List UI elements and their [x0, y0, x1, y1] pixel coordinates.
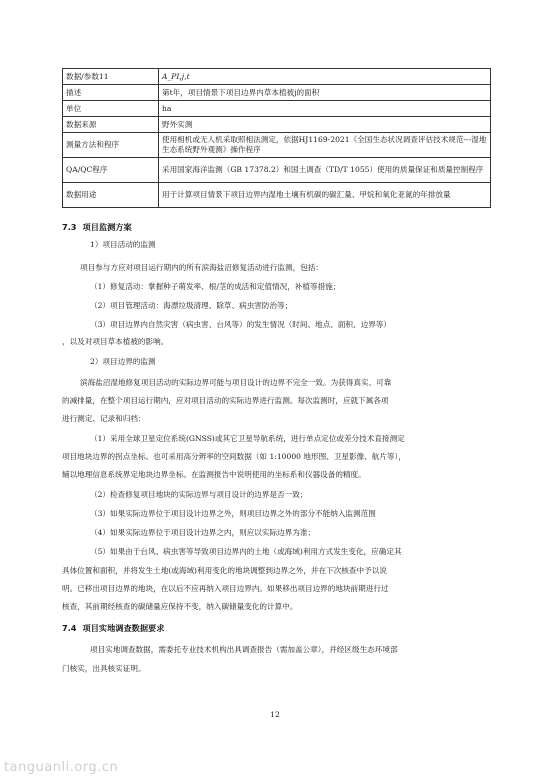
- parameter-table: [62, 68, 491, 208]
- paragraph-line: ，以及对项目草本植被的影响。: [62, 337, 169, 346]
- paragraph-line: 项目地块边界的拐点坐标。也可采用高分辨率的空间数据（如 1:10000 地形图、卫星影像、航片等），: [62, 452, 406, 461]
- param-key: 测量方法和程序: [63, 133, 159, 158]
- list-item: （3）如果实际边界位于项目设计边界之外，则项目边界之外的部分不能纳入监测范围: [90, 509, 376, 518]
- list-item: （1）修复活动：掌握种子萌发率、根/茎的成活和定值情况，补植等措施；: [90, 282, 341, 291]
- paragraph-line: 的减排量，在整个项目运行期内，应对项目活动的实际边界进行监测。每次监测时，应就下属各项: [62, 396, 389, 405]
- table-row: [63, 117, 491, 133]
- subheading: 2）项目边界的监测: [90, 357, 156, 366]
- table-row: [63, 158, 491, 183]
- page-number: 12: [270, 710, 280, 719]
- param-key: QA/QC程序: [63, 158, 159, 183]
- param-key: 数据来源: [63, 117, 159, 133]
- paragraph-line: 具体位置和面积，并将发生土地(或海域)利用变化的地块调整到边界之外，并在下次核查中予以说: [62, 566, 387, 575]
- param-value: 采用国家海洋监测（GB 17378.2）和国土调查（TD/T 1055）使用的质量保证和质量控制程序: [159, 158, 491, 183]
- paragraph-line: 项目实地调查数据，需委托专业技术机构出具调查报告（需加盖公章），并经区级生态环境部: [90, 645, 398, 654]
- paragraph-line: 辅以地理信息系统界定地块边界坐标。在监测报告中说明使用的坐标系和仪器设备的精度。: [62, 470, 366, 479]
- paragraph-line: 滨海盐沼湿地修复项目活动的实际边界可能与项目设计的边界不完全一致。为获得真实、可靠: [80, 378, 392, 387]
- param-value: ha: [159, 101, 491, 117]
- section-heading: [62, 623, 164, 634]
- section-title: 项目实地调查数据要求: [82, 623, 165, 633]
- watermark: tanguanli.org.cn: [4, 760, 119, 775]
- param-key: 描述: [63, 85, 159, 101]
- paragraph-line: 门核实，出具核实证明。: [62, 664, 146, 673]
- table-row: [63, 133, 491, 158]
- subheading: 1）项目活动的监测: [90, 240, 156, 249]
- param-value: 第t年，项目情景下项目边界内草本植被j的面积: [159, 85, 491, 101]
- param-value: 野外实测: [159, 117, 491, 133]
- table-row: [63, 85, 491, 101]
- paragraph-line: 进行测定、记录和归档：: [62, 414, 146, 423]
- section-title: 项目监测方案: [82, 222, 132, 232]
- table-row: [63, 183, 491, 208]
- paragraph-line: 项目参与方应对项目运行期内的所有滨海盐沼修复活动进行监测，包括：: [80, 263, 323, 272]
- list-item: （4）如果实际边界位于项目设计边界之内，则应以实际边界为准；: [90, 528, 316, 537]
- list-item: （5）如果由于台风、病虫害等导致项目边界内的土地（或海域)利用方式发生变化，应确定其: [90, 547, 402, 556]
- section-number: 7.4: [62, 623, 77, 633]
- param-value: 使用相机或无人机采取照相法测定，依据HJ1169-2021《全国生态状况调查评估技术规范---湿地生态系统野外观测》操作程序: [159, 133, 491, 158]
- list-item: （1）采用全球卫星定位系统(GNSS)或其它卫星导航系统，进行单点定位或差分技术直接测定: [90, 434, 405, 443]
- param-key: 单位: [63, 101, 159, 117]
- paragraph-line: 明。已移出项目边界的地块，在以后不应再纳入项目边界内。如果移出项目边界的地块前期进行过: [62, 584, 389, 593]
- section-number: 7.3: [62, 222, 77, 232]
- param-value: 用于计算项目情景下项目边界内湿地土壤有机碳的碳汇量、甲烷和氧化亚氮的年排放量: [159, 183, 491, 208]
- list-item: （2）项目管理活动：海漂垃圾清理、除草、病虫害防治等；: [90, 301, 293, 310]
- table-row: [63, 101, 491, 117]
- paragraph-line: 核查，其前期经核查的碳储量应保持不变，纳入碳储量变化的计算中。: [62, 602, 298, 611]
- param-key: 数据用途: [63, 183, 159, 208]
- list-item: （2）检查修复项目地块的实际边界与项目设计的边界是否一致；: [90, 490, 308, 499]
- section-heading: [62, 222, 132, 233]
- param-value: A_PI,j,t: [159, 69, 491, 85]
- table-row: [63, 69, 491, 85]
- list-item: （3）项目边界内自然灾害（病虫害、台风等）的发生情况（时间、地点、面积、边界等）: [90, 320, 391, 329]
- param-key: 数据/参数11: [63, 69, 159, 85]
